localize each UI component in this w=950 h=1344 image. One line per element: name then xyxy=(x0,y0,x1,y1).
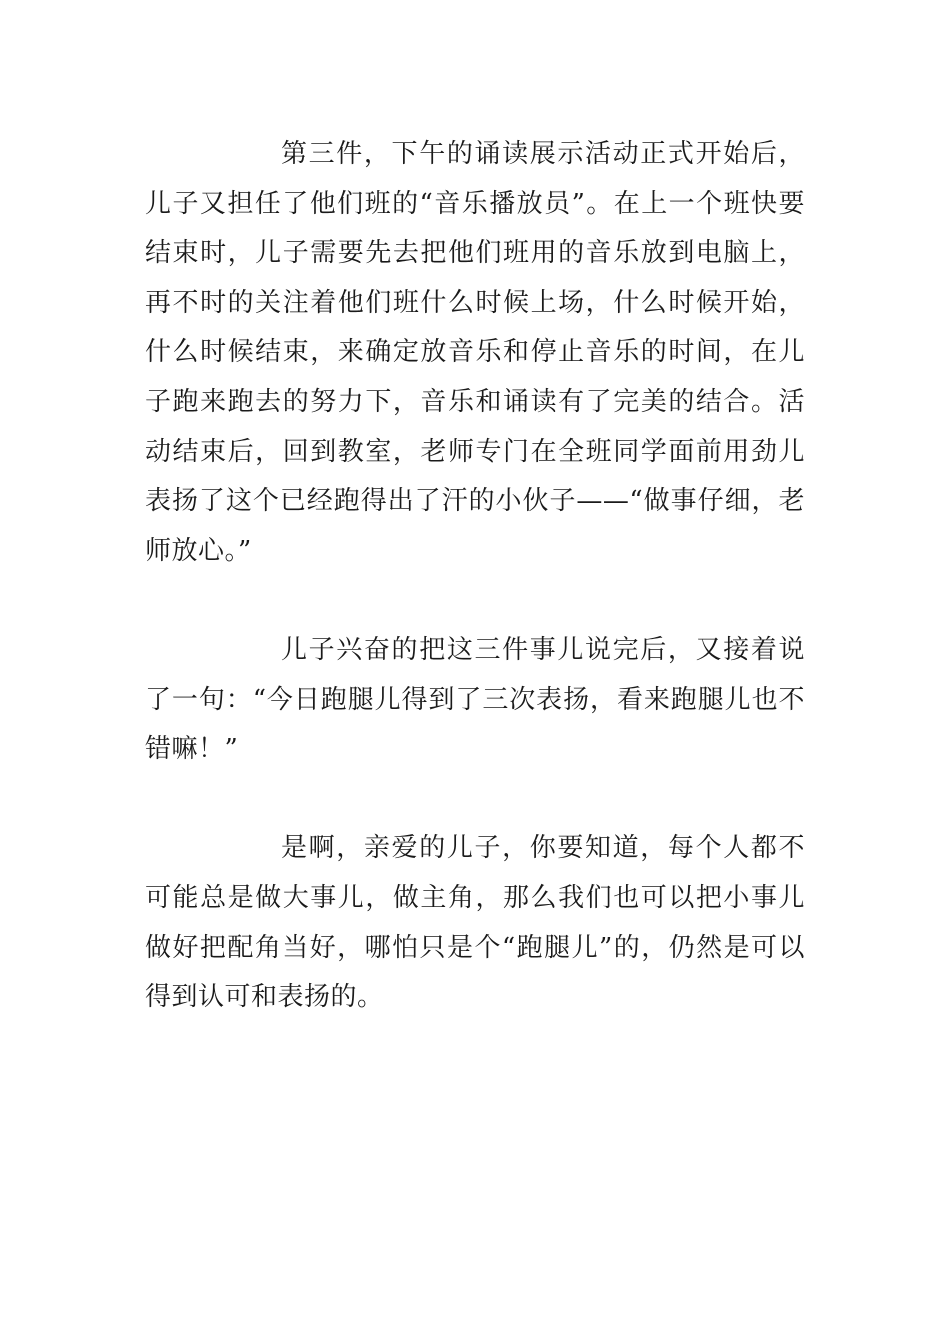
paragraph: 第三件，下午的诵读展示活动正式开始后，儿子又担任了他们班的“音乐播放员”。在上一个班快要结束时，儿子需要先去把他们班用的音乐放到电脑上，再不时的关注着他们班什么时候上场，什么时候开始，什么时候结束，来确定放音乐和停止音乐的时间，在儿子跑来跑去的努力下，音乐和诵读有了完美的结合。活动结束后，回到教室，老师专门在全班同学面前用劲儿表扬了这个已经跑得出了汗的小伙子——“做事仔细，老师放心。” xyxy=(145,139,805,566)
document-body xyxy=(145,130,805,1023)
paragraph: 儿子兴奋的把这三件事儿说完后，又接着说了一句：“今日跑腿儿得到了三次表扬，看来跑腿儿也不错嘛！” xyxy=(145,634,805,765)
paragraph: 是啊，亲爱的儿子，你要知道，每个人都不可能总是做大事儿，做主角，那么我们也可以把小事儿做好把配角当好，哪怕只是个“跑腿儿”的，仍然是可以得到认可和表扬的。 xyxy=(145,833,805,1013)
